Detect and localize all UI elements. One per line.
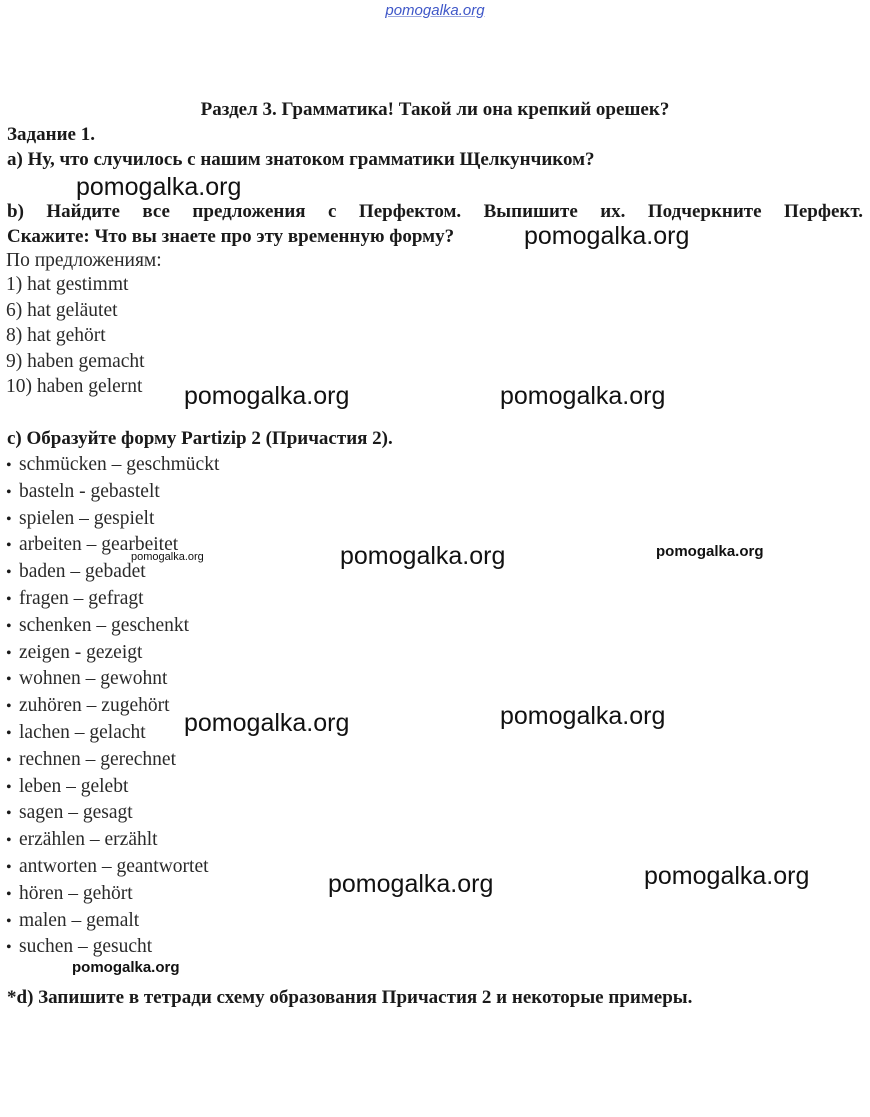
list-item: 6) hat geläutet — [6, 299, 118, 321]
list-item: 10) haben gelernt — [6, 376, 143, 398]
bullet-icon: • — [6, 698, 12, 716]
participle-pair: sagen – gesagt — [19, 802, 133, 824]
watermark-text: pomogalka.org — [184, 709, 350, 737]
bullet-icon: • — [6, 644, 12, 662]
bullet-icon: • — [6, 805, 12, 823]
list-item: 8) hat gehört — [6, 325, 106, 347]
participle-pair: rechnen – gerechnet — [19, 748, 176, 770]
participle-pair: erzählen – erzählt — [19, 829, 158, 851]
perfect-sentences-list — [6, 272, 145, 400]
watermark-text: pomogalka.org — [184, 382, 350, 410]
participle-pair: leben – gelebt — [19, 775, 129, 797]
by-sentences-label: По предложениям: — [6, 250, 162, 271]
participle-pair: zeigen - gezeigt — [19, 641, 143, 663]
participle-pair: wohnen – gewohnt — [19, 668, 168, 690]
bullet-icon: • — [6, 778, 12, 796]
bullet-icon: • — [6, 751, 12, 769]
bullet-icon: • — [6, 457, 12, 474]
list-item — [6, 559, 219, 586]
list-item: 1) hat gestimmt — [6, 274, 129, 295]
participles-list — [6, 452, 219, 961]
list-item: 9) haben gemacht — [6, 350, 145, 372]
list-item — [6, 774, 219, 801]
section-title: Раздел 3. Грамматика! Такой ли она крепкий орешек? — [200, 99, 670, 120]
participle-pair: suchen – gesucht — [19, 936, 153, 958]
watermark-text: pomogalka.org — [340, 542, 506, 570]
participle-pair: schmücken – geschmückt — [19, 454, 220, 475]
participle-pair: fragen – gefragt — [19, 587, 144, 609]
watermark-text: pomogalka.org — [76, 173, 242, 201]
participle-pair: malen – gemalt — [19, 909, 140, 931]
bullet-icon: • — [6, 885, 12, 903]
bullet-icon: • — [6, 912, 12, 930]
part-b-instruction-line1: b) Найдите все предложения с Перфектом. Выпишите их. Подчеркните Перфект. — [7, 201, 863, 222]
watermark-text: pomogalka.org — [131, 551, 204, 563]
watermark-text: pomogalka.org — [656, 543, 764, 560]
list-item — [6, 934, 219, 961]
participle-pair: basteln - gebastelt — [19, 480, 160, 502]
bullet-icon: • — [6, 671, 12, 689]
bullet-icon: • — [6, 858, 12, 876]
participle-pair: antworten – geantwortet — [19, 855, 209, 877]
top-watermark-link[interactable]: pomogalka.org — [385, 2, 485, 19]
list-item — [6, 452, 219, 479]
list-item — [6, 613, 219, 640]
list-item — [6, 586, 219, 613]
part-a-question: а) Ну, что случилось с нашим знатоком грамматики Щелкунчиком? — [7, 149, 595, 170]
participle-pair: schenken – geschenkt — [19, 614, 190, 636]
watermark-text: pomogalka.org — [500, 702, 666, 730]
list-item — [6, 640, 219, 667]
bullet-icon: • — [6, 483, 12, 501]
list-item — [6, 479, 219, 506]
list-item — [6, 881, 219, 908]
watermark-text: pomogalka.org — [72, 959, 180, 976]
participle-pair: spielen – gespielt — [19, 507, 155, 529]
participle-pair: baden – gebadet — [19, 561, 146, 583]
part-b-instruction-line2: Скажите: Что вы знаете про эту временную форму? — [7, 226, 455, 247]
bullet-icon: • — [6, 590, 12, 608]
bullet-icon: • — [6, 724, 12, 742]
list-item — [6, 800, 219, 827]
list-item — [6, 747, 219, 774]
list-item — [6, 827, 219, 854]
part-d-instruction: *d) Запишите в тетради схему образования Причастия 2 и некоторые примеры. — [7, 987, 693, 1008]
list-item — [6, 854, 219, 881]
list-item — [6, 666, 219, 693]
bullet-icon: • — [6, 617, 12, 635]
watermark-text: pomogalka.org — [500, 382, 666, 410]
part-c-instruction: c) Образуйте форму Partizip 2 (Причастия 2). — [7, 428, 393, 449]
watermark-text: pomogalka.org — [328, 870, 494, 898]
bullet-icon: • — [6, 537, 12, 555]
participle-pair: zuhören – zugehört — [19, 695, 170, 717]
participle-pair: hören – gehört — [19, 882, 133, 904]
bullet-icon: • — [6, 510, 12, 528]
task-heading: Задание 1. — [7, 124, 95, 145]
list-item — [6, 908, 219, 935]
bullet-icon: • — [6, 832, 12, 850]
bullet-icon: • — [6, 564, 12, 582]
list-item — [6, 506, 219, 533]
participle-pair: lachen – gelacht — [19, 721, 146, 743]
bullet-icon: • — [6, 939, 12, 957]
participle-pair: arbeiten – gearbeitet — [19, 534, 179, 556]
watermark-text: pomogalka.org — [644, 862, 810, 890]
watermark-text: pomogalka.org — [524, 222, 690, 250]
